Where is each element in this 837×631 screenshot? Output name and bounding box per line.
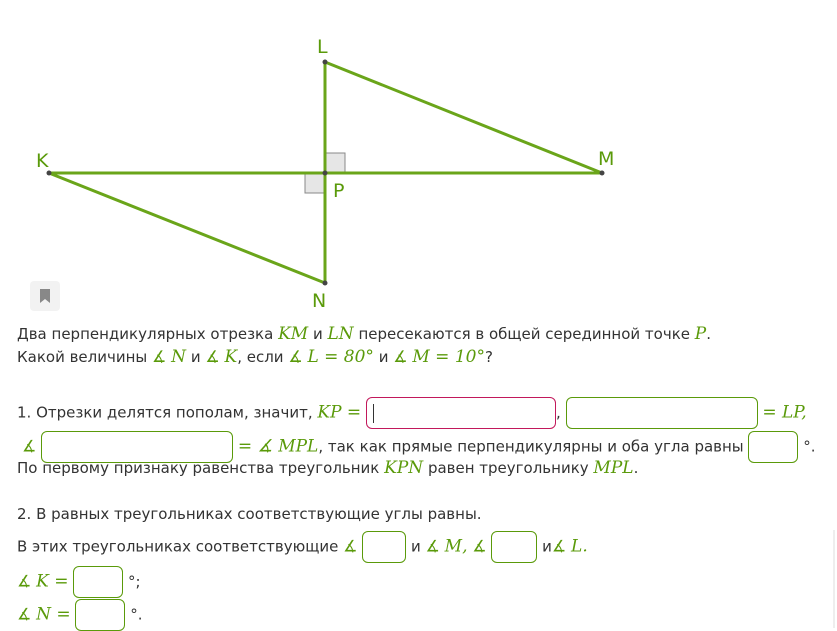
angle-symbol: ∡ bbox=[288, 347, 303, 366]
label-n: N bbox=[312, 290, 327, 312]
text-caret bbox=[373, 404, 374, 423]
point-n bbox=[323, 281, 328, 286]
angle-symbol: ∡ bbox=[22, 436, 37, 456]
step2-line-n: ∡ N = °. bbox=[17, 599, 143, 631]
problem-line-2: Какой величины ∡ N и ∡ K, если ∡ L = 80° и ∡ M = 10°? bbox=[17, 347, 493, 367]
segment-km-ref: KM bbox=[278, 324, 309, 344]
angle-symbol: ∡ bbox=[393, 347, 408, 366]
label-k: K bbox=[36, 150, 49, 172]
step2-line-k: ∡ K = °; bbox=[17, 566, 141, 598]
angle-symbol: ∡ bbox=[343, 536, 358, 556]
segment-input-2[interactable] bbox=[566, 397, 758, 429]
angle-symbol: ∡ bbox=[472, 536, 487, 556]
right-angle-mark-upper bbox=[325, 153, 345, 173]
right-angle-mark-lower bbox=[305, 173, 325, 193]
degree-input[interactable] bbox=[748, 431, 798, 463]
label-m: M bbox=[598, 148, 615, 170]
point-p bbox=[323, 171, 328, 176]
triangle-lpm bbox=[325, 62, 602, 173]
corresponding-angle-input-1[interactable] bbox=[362, 531, 406, 563]
angle-n-input[interactable] bbox=[75, 599, 125, 631]
point-l bbox=[323, 60, 328, 65]
kp-input[interactable] bbox=[366, 397, 556, 429]
scroll-edge bbox=[833, 530, 835, 628]
triangle-kpn bbox=[49, 173, 325, 283]
angle-k-input[interactable] bbox=[73, 566, 123, 598]
step2-line-2: В этих треугольниках соответствующие ∡ и ∡ M, ∡ и∡ L. bbox=[17, 531, 588, 563]
problem-line-1: Два перпендикулярных отрезка KM и LN пересекаются в общей серединной точке P. bbox=[17, 324, 712, 344]
angle-symbol: ∡ bbox=[17, 604, 32, 624]
segment-ln-ref: LN bbox=[327, 324, 354, 344]
bookmark-icon bbox=[39, 289, 51, 303]
label-p: P bbox=[333, 180, 345, 202]
point-p-ref: P bbox=[694, 324, 707, 344]
point-m bbox=[600, 171, 605, 176]
step1-line-1: 1. Отрезки делятся пополам, значит, KP = , = LP, bbox=[17, 397, 807, 429]
condition-l: L = 80° bbox=[307, 347, 374, 367]
label-l: L bbox=[317, 36, 328, 58]
bookmark-button[interactable] bbox=[30, 281, 60, 311]
step2-line-1: 2. В равных треугольниках соответствующие углы равны. bbox=[17, 505, 482, 523]
angle-symbol: ∡ bbox=[425, 536, 440, 556]
step1-line-2: ∡ = ∡ MPL, так как прямые перпендикулярны и оба угла равны °. bbox=[22, 431, 816, 463]
angle-symbol: ∡ bbox=[152, 347, 167, 366]
angle-symbol: ∡ bbox=[551, 536, 567, 556]
corresponding-angle-input-2[interactable] bbox=[491, 531, 537, 563]
angle-symbol: ∡ bbox=[205, 347, 220, 366]
condition-m: M = 10° bbox=[412, 347, 485, 367]
angle-symbol: ∡ bbox=[17, 571, 32, 591]
step1-line-3: По первому признаку равенства треугольник KPN равен треугольнику MPL. bbox=[17, 458, 639, 478]
